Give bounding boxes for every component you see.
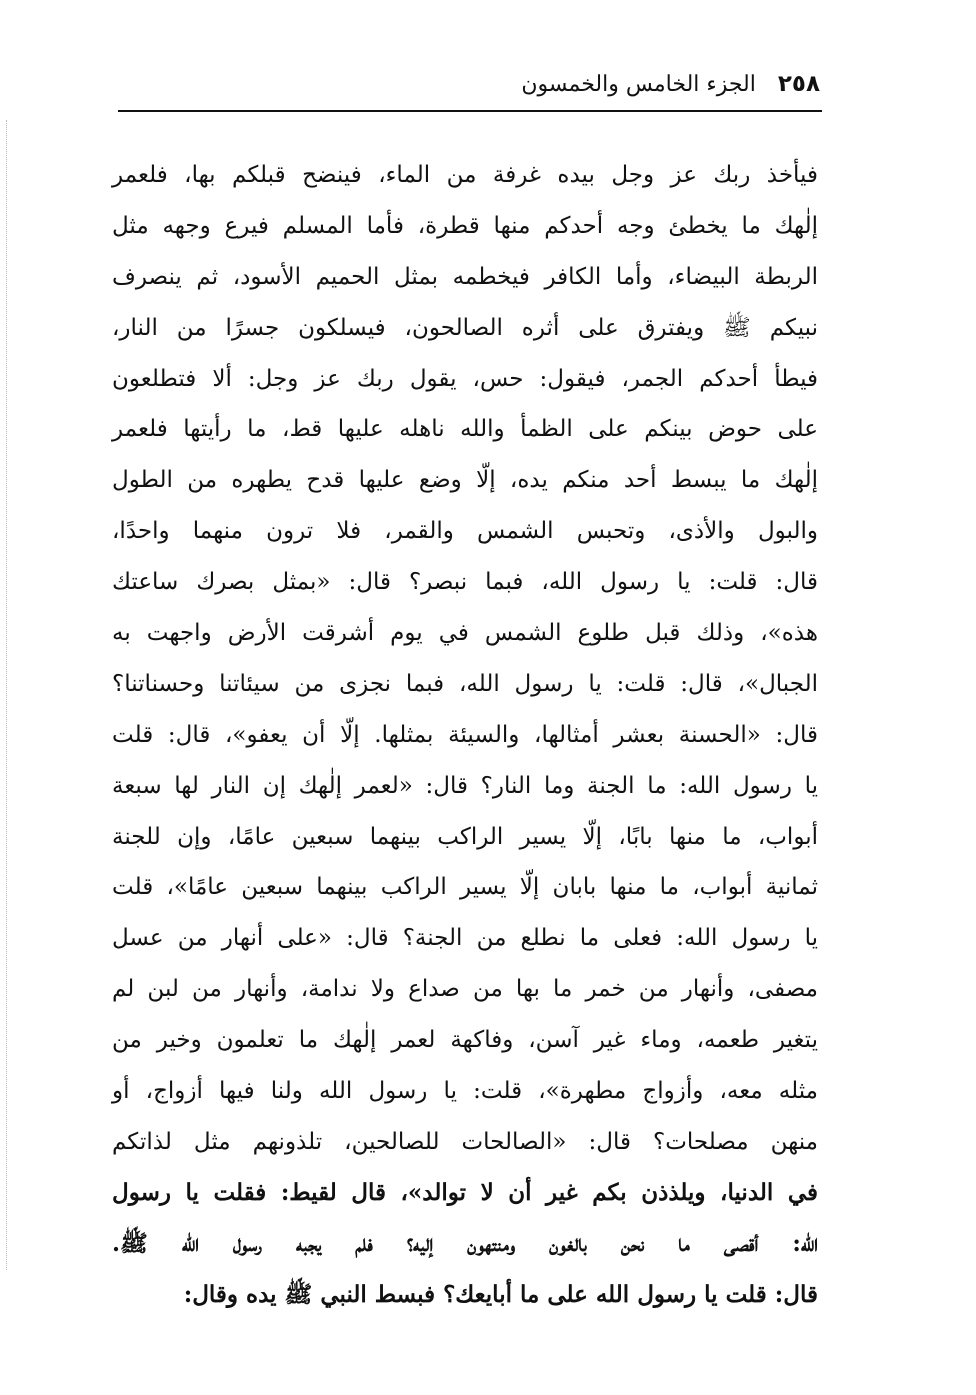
text-line: الربطة البيضاء، وأما الكافر فيخطمه بمثل الحميم الأسود، ثم ينصرف xyxy=(112,263,818,290)
running-title: الجزء الخامس والخمسون xyxy=(521,71,756,97)
text-line: في الدنيا، ويلذذن بكم غير أن لا توالد»، قال لقيط: فقلت يا رسول xyxy=(112,1178,818,1206)
header-rule xyxy=(118,110,822,112)
text-line: الله: أقصى ما نحن بالغون ومنتهون إليه؟ فلم يجبه رسول الله ﷺ. xyxy=(112,1229,818,1257)
text-line: يا رسول الله: ما الجنة وما النار؟ قال: «لعمر إلٰهك إن النار لها سبعة xyxy=(112,772,818,799)
scan-margin-dots xyxy=(6,120,9,1270)
text-line: إلٰهك ما يخطئ وجه أحدكم منها قطرة، فأما المسلم فيرع وجهه مثل xyxy=(112,212,818,239)
text-line: إلٰهك ما يبسط أحد منكم يده، إلّا وضع عليها قدح يطهره من الطول xyxy=(112,467,818,494)
page-number: ٢٥٨ xyxy=(777,71,820,97)
text-line: قال: «الحسنة بعشر أمثالها، والسيئة بمثلها. إلّا أن يعفو»، قال: قلت xyxy=(112,721,818,748)
text-line: فيأخذ ربك عز وجل بيده غرفة من الماء، فينضح قبلكم بها، فلعمر xyxy=(112,162,818,188)
text-line: فيطأ أحدكم الجمر، فيقول: حس، يقول ربك عز وجل: ألا فتطلعون xyxy=(112,365,818,392)
text-line: مصفى، وأنهار من خمر ما بها من صداع ولا ندامة، وأنهار من لبن لم xyxy=(112,976,818,1003)
text-line: قال: قلت: يا رسول الله، فبما نبصر؟ قال: «بمثل بصرك ساعتك xyxy=(112,569,818,596)
page-header xyxy=(118,62,820,106)
text-line: أبواب، ما منها بابًا، إلّا يسير الراكب بينهما سبعين عامًا، وإن للجنة xyxy=(112,823,818,850)
text-line: هذه»، وذلك قبل طلوع الشمس في يوم أشرقت الأرض واجهت به xyxy=(112,620,818,647)
text-line: منهن مصلحات؟ قال: «الصالحات للصالحين، تلذونهم مثل لذاتكم xyxy=(112,1128,818,1155)
text-line: الجبال»، قال: قلت: يا رسول الله، فبما نجزى من سيئاتنا وحسناتنا؟ xyxy=(112,670,818,697)
text-line: والبول والأذى، وتحبس الشمس والقمر، فلا ترون منهما واحدًا، xyxy=(112,518,818,545)
text-line: مثله معه، وأزواج مطهرة»، قلت: يا رسول الله ولنا فيها أزواج، أو xyxy=(112,1078,818,1105)
text-line: على حوض بينكم على الظمأ والله ناهله عليها قط، ما رأيتها فلعمر xyxy=(112,416,818,443)
text-line: يا رسول الله: فعلى ما نطلع من الجنة؟ قال: «على أنهار من عسل xyxy=(112,925,818,952)
text-line: نبيكم ﷺ ويفترق على أثره الصالحون، فيسلكون جسرًا من النار، xyxy=(112,314,818,341)
text-line: قال: قلت يا رسول الله على ما أبايعك؟ فبسط النبي ﷺ يده وقال: xyxy=(183,1280,818,1308)
text-line: يتغير طعمه، وماء غير آسن، وفاكهة لعمر إلٰهك ما تعلمون وخير من xyxy=(112,1027,818,1054)
text-line: ثمانية أبواب، ما منها بابان إلّا يسير الراكب بينهما سبعين عامًا»، قلت xyxy=(112,874,818,901)
body-text xyxy=(112,150,818,1320)
